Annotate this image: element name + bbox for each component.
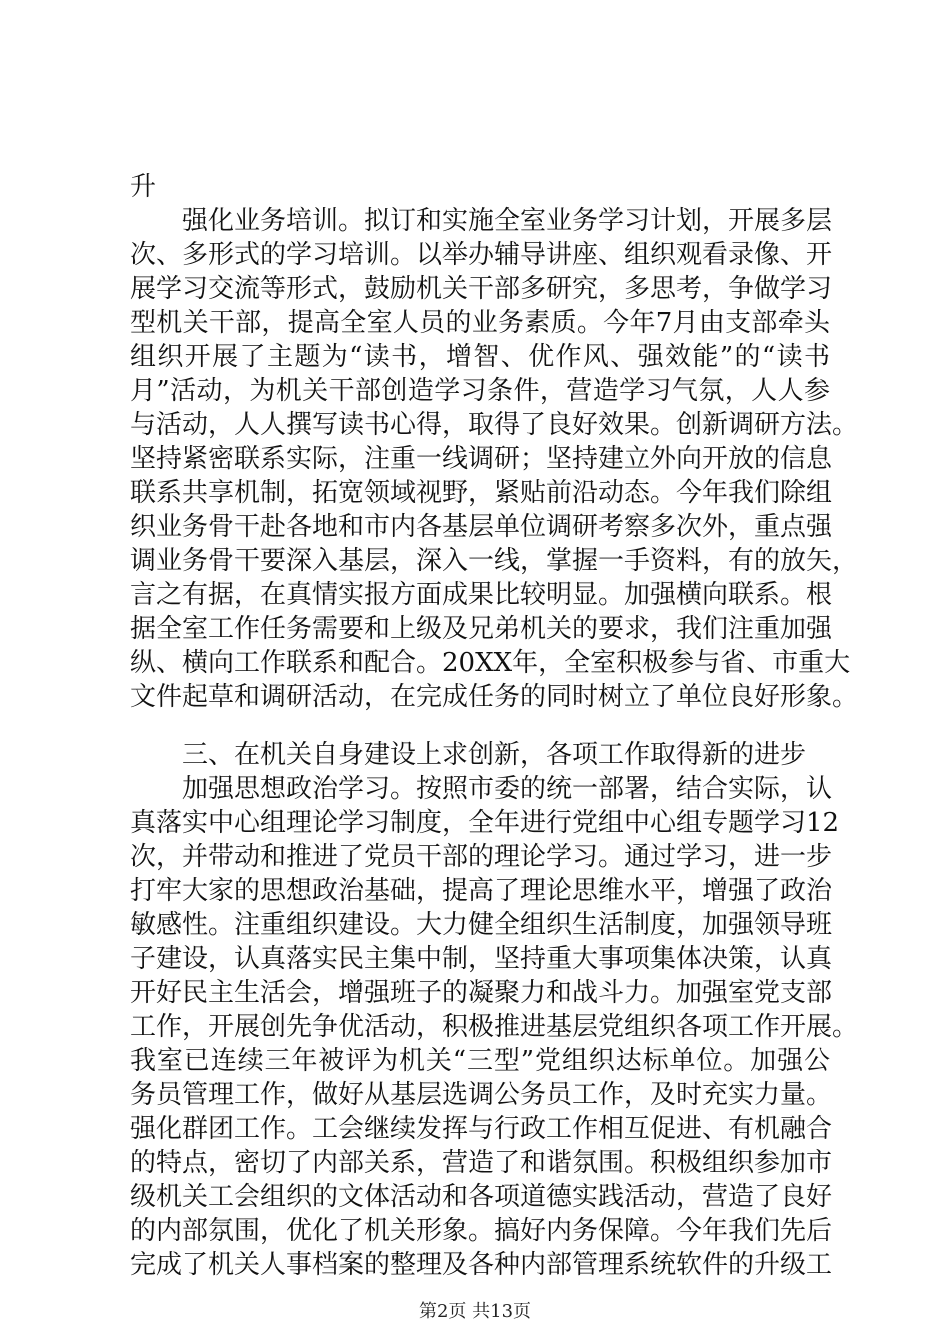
text-line: 我室已连续三年被评为机关“三型”党组织达标单位。加强公 (130, 1046, 830, 1076)
text-line: 完成了机关人事档案的整理及各种内部管理系统软件的升级工 (130, 1250, 833, 1280)
text-line: 开好民主生活会，增强班子的凝聚力和战斗力。加强室党支部 (130, 978, 833, 1008)
text-line: 升 (130, 172, 157, 202)
text-line: 务员管理工作，做好从基层选调公务员工作，及时充实力量。 (130, 1080, 833, 1110)
text-line: 打牢大家的思想政治基础，提高了理论思维水平，增强了政治 (130, 876, 833, 906)
text-line: 工作，开展创先争优活动，积极推进基层党组织各项工作开展。 (130, 1012, 859, 1042)
text-line: 的特点，密切了内部关系，营造了和谐氛围。积极组织参加市 (130, 1148, 833, 1178)
text-line: 月”活动，为机关干部创造学习条件，营造学习气氛，人人参 (130, 376, 830, 406)
text-line: 级机关工会组织的文体活动和各项道德实践活动，营造了良好 (130, 1182, 833, 1212)
text-line: 加强思想政治学习。按照市委的统一部署，结合实际，认 (130, 774, 833, 804)
text-line: 强化业务培训。拟订和实施全室业务学习计划，开展多层 (130, 206, 833, 236)
text-line: 纵、横向工作联系和配合。20XX年，全室积极参与省、市重大 (130, 648, 851, 678)
text-line: 言之有据，在真情实报方面成果比较明显。加强横向联系。根 (130, 580, 833, 610)
text-line: 与活动，人人撰写读书心得，取得了良好效果。创新调研方法。 (130, 410, 859, 440)
text-line: 据全室工作任务需要和上级及兄弟机关的要求，我们注重加强 (130, 614, 833, 644)
page-number-footer: 第2页 共13页 (418, 1301, 532, 1322)
text-line: 文件起草和调研活动，在完成任务的同时树立了单位良好形象。 (130, 682, 859, 712)
text-line: 调业务骨干要深入基层，深入一线，掌握一手资料，有的放矢， (130, 546, 859, 576)
text-line: 次、多形式的学习培训。以举办辅导讲座、组织观看录像、开 (130, 240, 833, 270)
text-line: 子建设，认真落实民主集中制，坚持重大事项集体决策，认真 (130, 944, 833, 974)
text-line: 真落实中心组理论学习制度，全年进行党组中心组专题学习12 (130, 808, 840, 838)
text-line: 坚持紧密联系实际，注重一线调研；坚持建立外向开放的信息 (130, 444, 833, 474)
text-line: 组织开展了主题为“读书，增智、优作风、强效能”的“读书 (130, 342, 830, 372)
text-line: 的内部氛围，优化了机关形象。搞好内务保障。今年我们先后 (130, 1216, 833, 1246)
section-heading: 三、在机关自身建设上求创新，各项工作取得新的进步 (130, 740, 807, 770)
text-line: 敏感性。注重组织建设。大力健全组织生活制度，加强领导班 (130, 910, 833, 940)
text-line: 强化群团工作。工会继续发挥与行政工作相互促进、有机融合 (130, 1114, 833, 1144)
text-line: 型机关干部，提高全室人员的业务素质。今年7月由支部牵头 (130, 308, 830, 338)
text-line: 织业务骨干赴各地和市内各基层单位调研考察多次外，重点强 (130, 512, 833, 542)
text-line: 次，并带动和推进了党员干部的理论学习。通过学习，进一步 (130, 842, 833, 872)
text-line: 联系共享机制，拓宽领域视野，紧贴前沿动态。今年我们除组 (130, 478, 833, 508)
text-line: 展学习交流等形式，鼓励机关干部多研究，多思考，争做学习 (130, 274, 833, 304)
